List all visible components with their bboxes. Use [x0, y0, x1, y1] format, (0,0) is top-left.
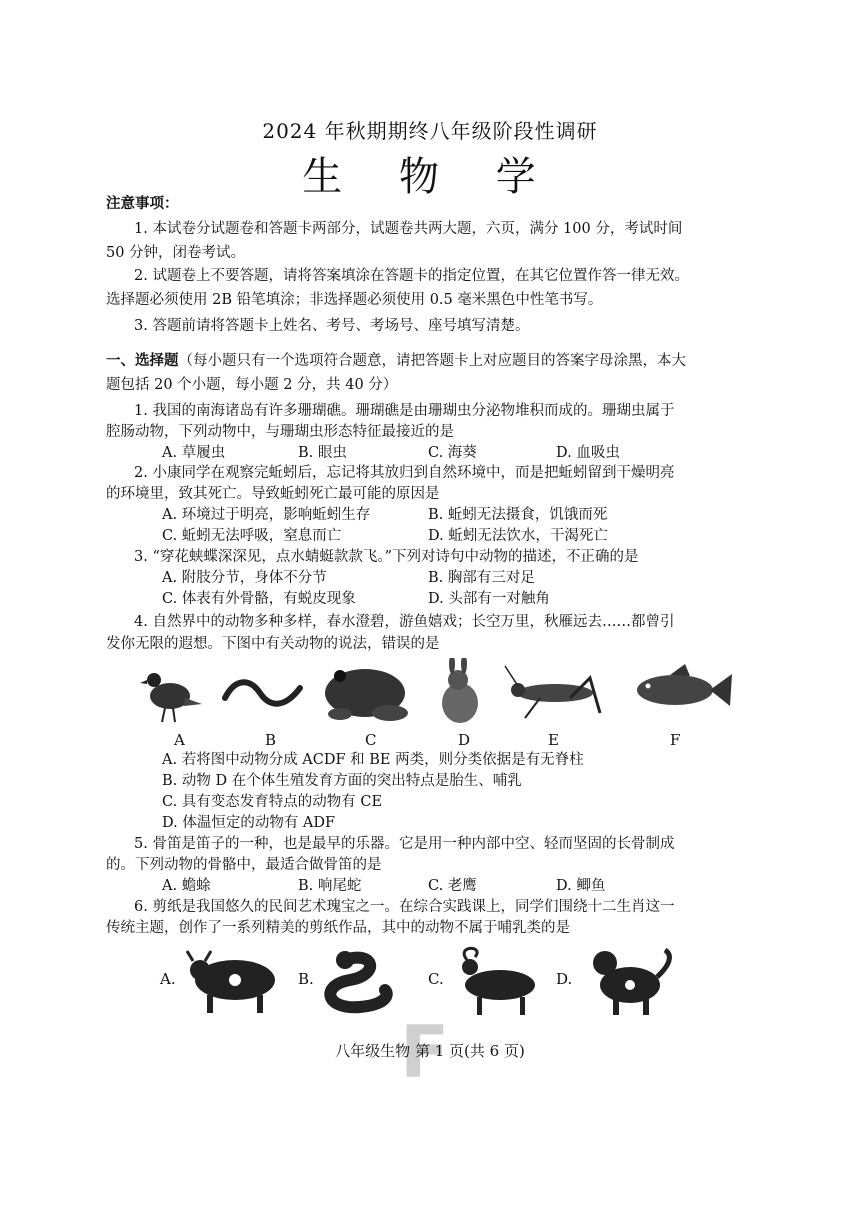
q4-label-e: E	[548, 731, 559, 749]
page-footer: 八年级生物 第 1 页(共 6 页)	[335, 1042, 525, 1060]
page-watermark-mark: F	[400, 1010, 450, 1094]
q4-option-d[interactable]: D. 体温恒定的动物有 ADF	[162, 815, 336, 831]
subject-title: 生 物 学	[302, 154, 558, 200]
section-1-desc: （每小题只有一个选项符合题意，请把答题卡上对应题目的答案字母涂黑，本大	[178, 353, 686, 369]
q6-stem-1: 6. 剪纸是我国悠久的民间艺术瑰宝之一。在综合实践课上，同学们围绕十二生肖这一	[134, 899, 675, 915]
exam-title: 2024 年秋期期终八年级阶段性调研	[262, 119, 598, 143]
section-1-heading: 一、选择题	[106, 352, 179, 369]
q3-option-c[interactable]: C. 体表有外骨骼，有蜕皮现象	[162, 591, 356, 607]
q3-stem-1: 3. “穿花蛱蝶深深见，点水蜻蜓款款飞。”下列对诗句中动物的描述，不正确的是	[134, 549, 639, 565]
notice-line-3: 2. 试题卷上不要答题，请将答案填涂在答题卡的指定位置，在其它位置作答一律无效。	[134, 268, 689, 284]
q4-option-b[interactable]: B. 动物 D 在个体生殖发育方面的突出特点是胎生、哺乳	[162, 773, 522, 789]
q4-label-a: A	[174, 731, 185, 749]
section-1-desc-2: 题包括 20 个小题，每小题 2 分，共 40 分）	[106, 377, 398, 393]
fish-icon	[637, 664, 732, 706]
pigeon-icon	[140, 673, 202, 722]
goat-papercut-icon	[462, 948, 535, 1015]
frog-icon	[325, 669, 408, 721]
notice-line-5: 3. 答题前请将答题卡上姓名、考号、考场号、座号填写清楚。	[134, 318, 530, 334]
section-1-header	[106, 351, 686, 371]
q2-stem-1: 2. 小康同学在观察完蚯蚓后，忘记将其放归到自然环境中，而是把蚯蚓留到干燥明亮	[134, 465, 675, 481]
q1-option-c[interactable]: C. 海葵	[428, 445, 477, 461]
q1-stem-1: 1. 我国的南海诸岛有许多珊瑚礁。珊瑚礁是由珊瑚虫分泌物堆积而成的。珊瑚虫属于	[134, 403, 675, 419]
q4-stem-1: 4. 自然界中的动物多种多样，春水澄碧，游鱼嬉戏；长空万里，秋雁远去……都曾引	[134, 614, 675, 630]
q6-label-d[interactable]: D.	[556, 970, 573, 988]
q5-stem-2: 的。下列动物的骨骼中，最适合做骨笛的是	[106, 857, 382, 873]
q2-option-d[interactable]: D. 蚯蚓无法饮水，干渴死亡	[428, 528, 608, 544]
q1-option-b[interactable]: B. 眼虫	[298, 445, 347, 461]
q4-option-c[interactable]: C. 具有变态发育特点的动物有 CE	[162, 794, 383, 810]
q4-label-b: B	[265, 731, 277, 749]
q6-label-c[interactable]: C.	[428, 970, 444, 988]
earthworm-icon	[225, 682, 300, 703]
q4-stem-2: 发你无限的遐想。下图中有关动物的说法，错误的是	[106, 636, 440, 652]
snake-papercut-icon	[330, 951, 386, 1007]
q3-option-a[interactable]: A. 附肢分节，身体不分节	[162, 570, 327, 586]
q1-option-d[interactable]: D. 血吸虫	[556, 445, 620, 461]
q4-label-d: D	[458, 731, 471, 749]
q4-label-f: F	[670, 731, 681, 749]
grasshopper-icon	[505, 666, 600, 718]
notice-heading: 注意事项：	[106, 195, 179, 212]
notice-line-2: 50 分钟，闭卷考试。	[106, 245, 246, 261]
q6-label-a[interactable]: A.	[160, 970, 176, 988]
q5-option-d[interactable]: D. 鲫鱼	[556, 878, 606, 894]
q3-option-d[interactable]: D. 头部有一对触角	[428, 591, 550, 607]
q4-option-a[interactable]: A. 若将图中动物分成 ACDF 和 BE 两类，则分类依据是有无脊柱	[162, 752, 584, 768]
dog-papercut-icon	[593, 950, 669, 1015]
q2-option-c[interactable]: C. 蚯蚓无法呼吸，窒息而亡	[162, 528, 342, 544]
notice-line-1: 1. 本试卷分试题卷和答题卡两部分，试题卷共两大题，六页，满分 100 分，考试时间	[134, 221, 683, 237]
q5-option-c[interactable]: C. 老鹰	[428, 878, 477, 894]
q4-animal-figure	[140, 658, 740, 728]
ox-papercut-icon	[187, 951, 275, 1013]
q5-stem-1: 5. 骨笛是笛子的一种，也是最早的乐器。它是用一种内部中空、轻而坚固的长骨制成	[134, 836, 675, 852]
q5-option-a[interactable]: A. 蟾蜍	[162, 878, 211, 894]
q6-papercut-figure	[185, 945, 675, 1020]
q2-option-a[interactable]: A. 环境过于明亮，影响蚯蚓生存	[162, 507, 371, 523]
q4-label-c: C	[365, 731, 377, 749]
q5-option-b[interactable]: B. 响尾蛇	[298, 878, 362, 894]
q2-option-b[interactable]: B. 蚯蚓无法摄食，饥饿而死	[428, 507, 608, 523]
q6-stem-2: 传统主题，创作了一系列精美的剪纸作品，其中的动物不属于哺乳类的是	[106, 920, 570, 936]
q1-option-a[interactable]: A. 草履虫	[162, 445, 226, 461]
q2-stem-2: 的环境里，致其死亡。导致蚯蚓死亡最可能的原因是	[106, 486, 440, 502]
q6-label-b[interactable]: B.	[298, 970, 314, 988]
notice-line-4: 选择题必须使用 2B 铅笔填涂；非选择题必须使用 0.5 毫米黑色中性笔书写。	[106, 292, 603, 308]
rabbit-icon	[442, 658, 478, 723]
q3-option-b[interactable]: B. 胸部有三对足	[428, 570, 535, 586]
q1-stem-2: 腔肠动物，下列动物中，与珊瑚虫形态特征最接近的是	[106, 424, 454, 440]
